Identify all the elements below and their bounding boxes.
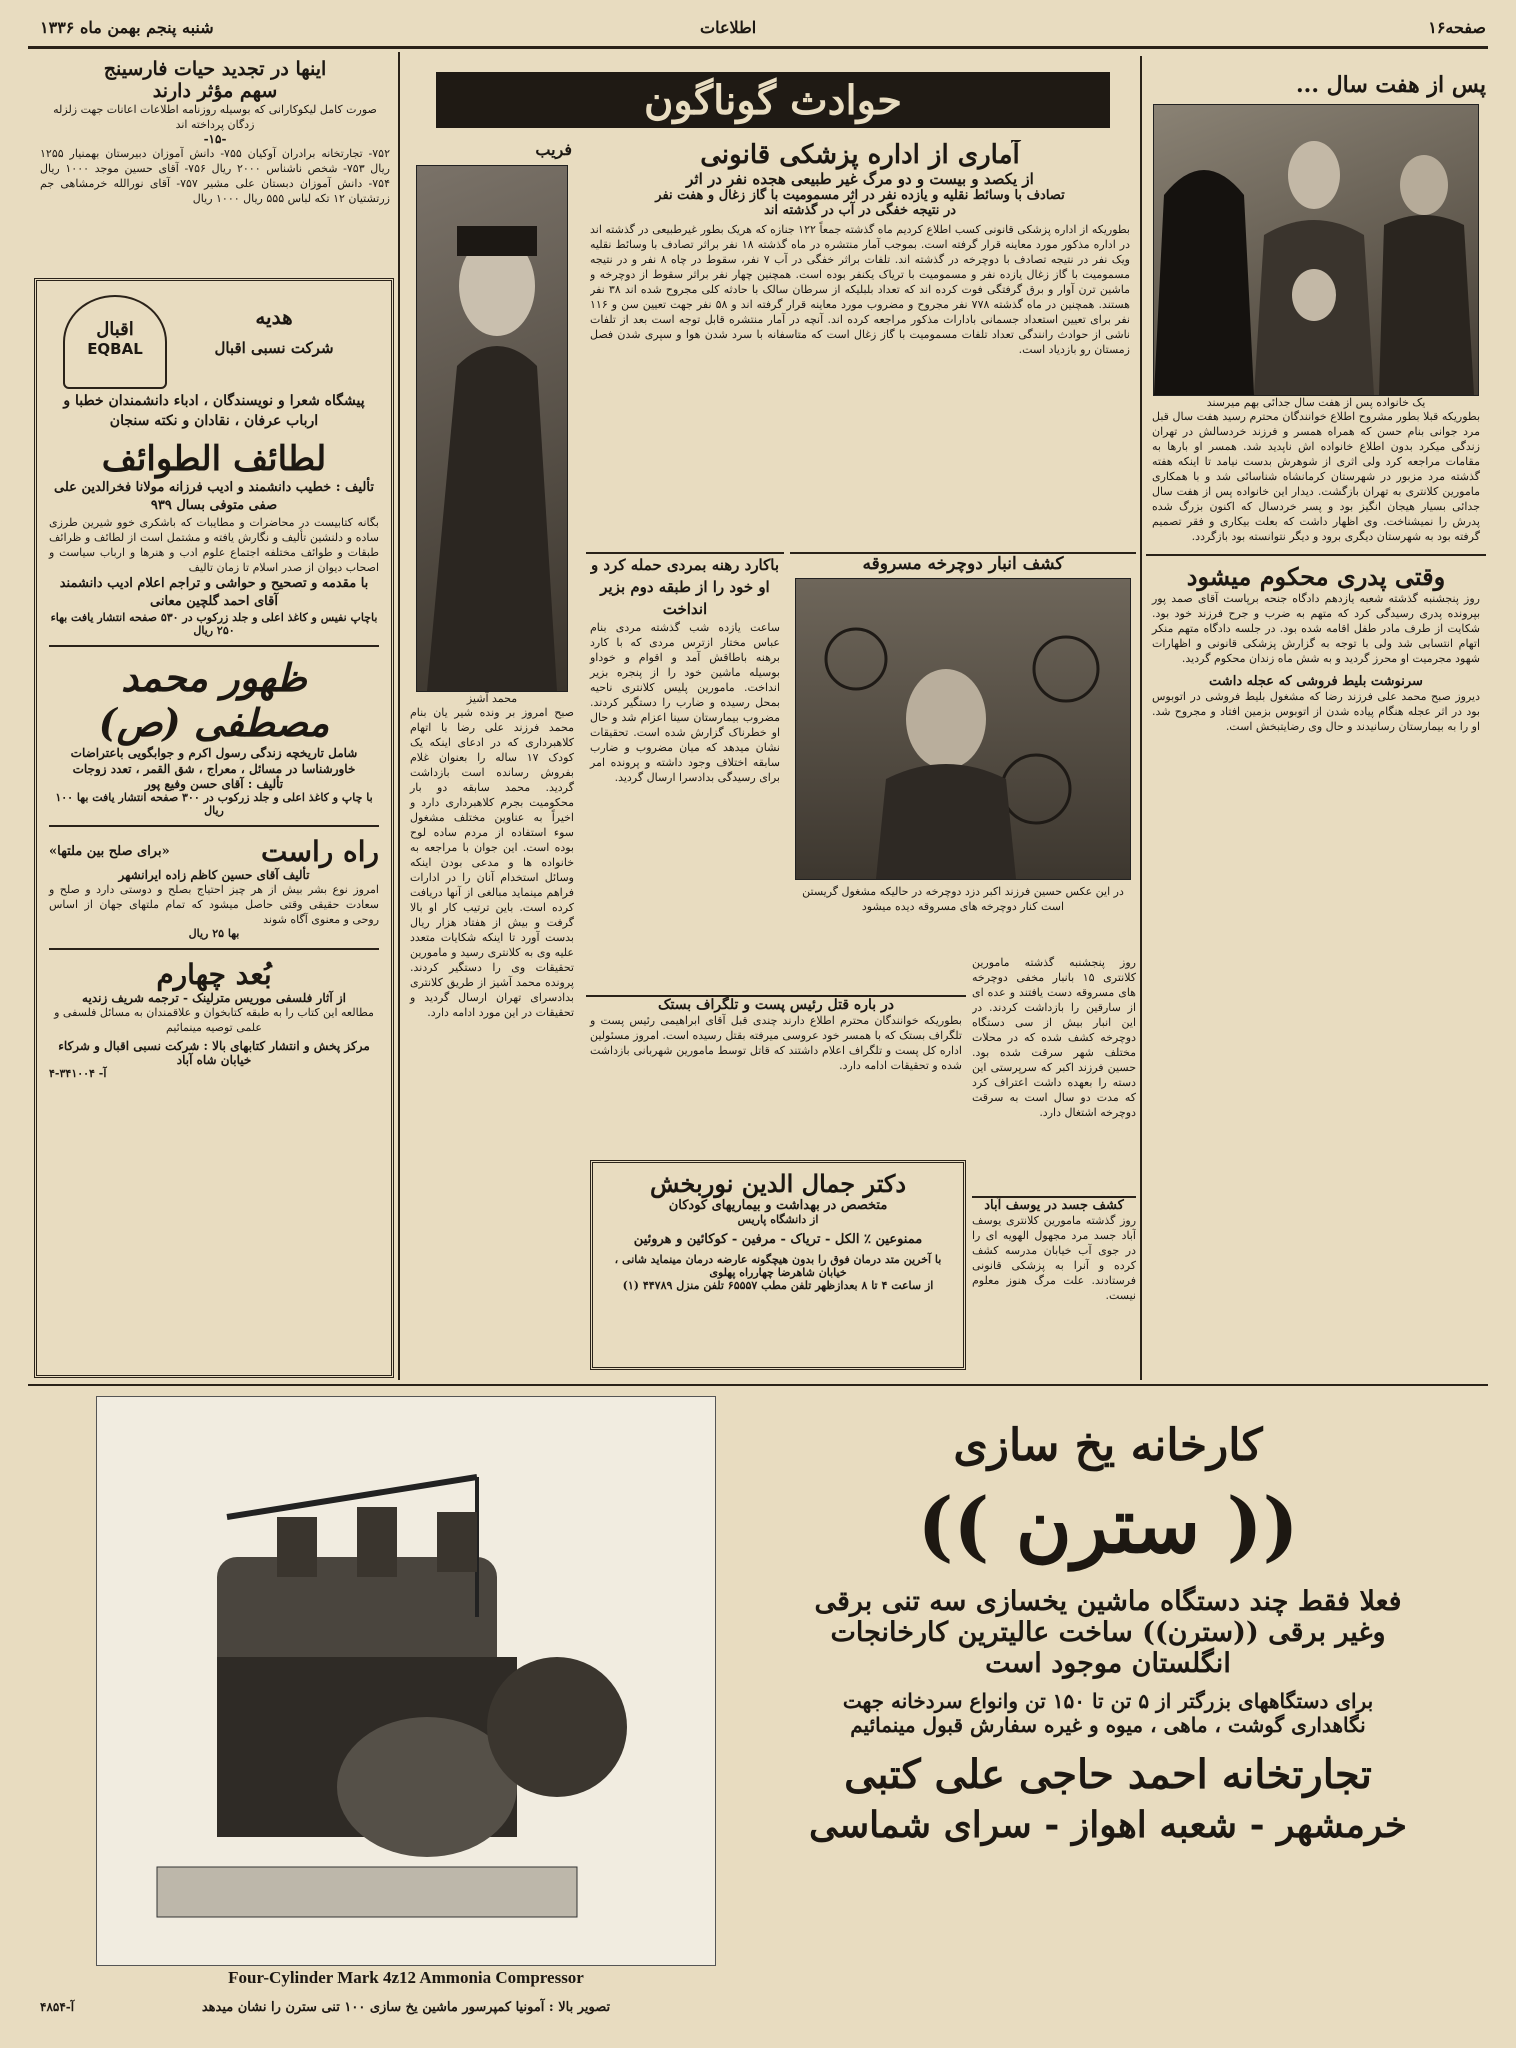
- compressor-caption-fa: تصویر بالا : آمونیا کمپرسور ماشین یخ سازی ۱۰۰ تنی سترن را نشان میدهد: [201, 2000, 611, 2015]
- book1-title: لطائف الطوائف: [101, 439, 327, 479]
- ad-divider: [49, 825, 379, 827]
- book4-body: مطالعه این کتاب را به طبقه کتابخوان و علاقمندان به مسائل فلسفی و علمی توصیه مینمائیم: [54, 1006, 374, 1034]
- bike2-body: روز پنجشنبه گذشته مامورین کلانتری ۱۵ بانبار مخفی دوچرخه های مسروقه دست یافتند و عده ای از سارقین را بازداشت کردند. در این انبار بیش از سی دستگاه دوچرخه کشف شده که در محلات مختلف شهر سرقت شده بود. حسین فرزند اکبر که سرپرستی این دسته را بعهده داشت اعتراف کرد که مدت دو سال است به سرقت دوچرخه اشتغال دارد.: [972, 956, 1136, 1119]
- book1-author: تألیف : خطیب دانشمند و ادیب فرزانه مولانا فخرالدین علی صفی متوفی بسال ۹۳۹: [54, 480, 374, 513]
- bicycles-photo-icon: [796, 579, 1130, 879]
- attack-body: ساعت یازده شب گذشته مردی بنام عباس مختار ازترس مردی که با کارد برهنه باطاقش آمد و اقوام و خوداو بوسیله ماشین خود را از پنجره بزیر انداخت. مامورین پلیس کلانتری ناحیه بمحل رسیده و ضارب را دستگیر کردند. مضروب بیمارستان سینا اعزام شد و حال او خطرناک گزارش شده است. تحقیقات نشان میدهد که میان مضروب و ضارب سابقه اختلاف وجود داشته و پرونده امر برای رسیدگی بدادسرا ارسال گردید.: [590, 621, 780, 784]
- ad-center: مرکز پخش و انتشار کتابهای بالا : شرکت نسبی اقبال و شرکاء خیابان شاه آباد: [58, 1039, 370, 1067]
- body-article: [972, 1196, 1136, 1378]
- stats-sub1: از یکصد و بیست و دو مرگ غیر طبیعی هجده نفر در اثر: [686, 170, 1034, 188]
- donations-list-no: -۱۵-: [203, 132, 227, 146]
- donations-list: ۷۵۲- تجارتخانه برادران آوکیان ۷۵۵- دانش آموزان دبیرستان بهمنیار ۱۲۵۵ ریال ۷۵۳- شخص ناشناس ۲۰۰۰ ریال ۷۵۶- آقای حسین موجد ۱۰۰۰ ریال ۷۵۴- دانش آموزان دبستان علی مشیر ۷۵۷- آقای نورالله خرمشاهی جم زرتشتیان ۱۲ تکه لباس ۵۵۵ ریال ۱۰۰۰ ریال: [40, 147, 390, 205]
- family-body: بطوریکه قبلا بطور مشروح اطلاع خوانندگان محترم رسید هفت سال قبل مرد جوانی بنام حسن که همراه همسر و فرزند خردسالش در تهران زندگی میکرد بدون اطلاع خانواده اش ناپدید شد. همسر او بارها به مقامات مراجعه کرد ولی اثری از شوهرش بدست نیامد تا اینکه هفته گذشته مرد مزبور در شهرستان کرمانشاه شناسائی شد و با همکاری مامورین کلانتری به تهران بازگشت. دیدار این خانواده پس از هفت سال جدائی بسیار هیجان انگیز بود و پسر خردسال که اکنون بزرگ شده پدرش را نمیشناخت. وی اظهار داشت که بعلت بیکاری و فقر تصمیم گرفته بود به شهرستان دیگری برود و دیگر نتوانسته بود بازگردد.: [1152, 410, 1480, 543]
- ice-ad-code: آ-۴۸۵۴: [40, 2000, 75, 2014]
- eqbal-ad: [34, 278, 394, 1378]
- book1-price: باچاپ نفیس و کاغذ اعلی و جلد زرکوب در ۵۳۰ صفحه انتشار یافت بهاء ۲۵۰ ریال: [50, 611, 378, 637]
- ticket-body: دیروز صبح محمد علی فرزند رضا که مشغول بلیط فروشی در اتوبوس بود در اثر عجله هنگام پیاده شدن از اتوبوس بزمین افتاد و مجروح شد. او را به بیمارستان رسانیدند و حال وی رضایتبخش است.: [1152, 690, 1480, 733]
- ice-brand: (( سترن )): [917, 1481, 1299, 1570]
- column-rule: [1140, 56, 1142, 1380]
- body-text: روز گذشته مامورین کلانتری یوسف آباد جسد مرد مجهول الهویه ای را در جوی آب خیابان مدرسه کشف کرده و آنرا به پزشکی قانونی فرستادند. علت مرگ هنوز معلوم نیست.: [972, 1214, 1136, 1302]
- bike-photo: [795, 578, 1131, 880]
- post-body: بطوریکه خوانندگان محترم اطلاع دارند چندی قبل آقای ابراهیمی رئیس پست و تلگراف بستک که با همسر خود عروسی میرفته بقتل رسیده است. امروز مسئولین اداره کل پست و تلگراف اعلام داشتند که قاتل توسط مامورین شهربانی بازداشت شده و تحقیقات ادامه دارد.: [590, 1014, 962, 1072]
- bike-article-body: [972, 955, 1136, 1193]
- father-head: وقتی پدری محکوم میشود: [1146, 554, 1486, 591]
- book4-title: بُعد چهارم: [156, 958, 272, 991]
- ad-divider: [49, 645, 379, 647]
- ad-code: آ- ۳۴۱۰۰۴-۴: [49, 1067, 107, 1080]
- paper-name: اطلاعات: [700, 18, 757, 37]
- donations-intro: صورت کامل لیکوکارانی که بوسیله روزنامه اطلاعات اعانات جهت زلزله زدگان پرداخته اند: [53, 103, 377, 131]
- family-head: پس از هفت سال ...: [1296, 72, 1486, 98]
- bike-caption: در این عکس حسین فرزند اکبر دزد دوچرخه در حالیکه مشغول گریستن است کنار دوچرخه های مسروقه دیده میشود: [802, 885, 1124, 913]
- doctor-meds: ممنوعین ٪ الکل - تریاک - مرفین - کوکائین و هروئین: [633, 1232, 923, 1247]
- family-caption: یک خانواده پس از هفت سال جدائی بهم میرسند: [1206, 396, 1426, 409]
- compressor-machine-icon: [97, 1397, 717, 1967]
- doctor-specialty: متخصص در بهداشت و بیماریهای کودکان: [668, 1198, 888, 1213]
- ice-dealer: تجارتخانه احمد حاجی علی کتبی: [844, 1751, 1372, 1798]
- bike-head: کشف انبار دوچرخه مسروقه: [862, 554, 1064, 574]
- fraud-caption: محمد آشیز: [466, 692, 518, 705]
- ice-line5: نگاهداری گوشت ، ماهی ، میوه و غیره سفارش قبول مینمائیم: [850, 1713, 1366, 1737]
- page-number: صفحه۱۶: [1428, 18, 1486, 37]
- masthead-rule: [28, 46, 1488, 49]
- ad-company: شرکت نسبی اقبال: [214, 339, 334, 357]
- doctor-address: با آخرین متد درمان فوق را بدون هیچگونه عارضه درمان مینماید شانی ، خیابان شاهرضا چهارراه پهلوی: [614, 1253, 942, 1279]
- doctor-ad: [590, 1160, 966, 1370]
- book1-body: بگانه کتابیست در محاضرات و مطایبات که باشکری خوو شیرین طرزی ساده و دلنشین تألیف و نگارش یافته و مشتمل است از لطائف و ظرائف طبقات و طوائف مختلفه اجتماع علوم ادب و هنرها و ارباب سیاست و اصحاب دیوان از صدر اسلام تا زمان تالیف: [49, 516, 379, 574]
- bike-article: [790, 552, 1136, 952]
- section-banner: [436, 72, 1110, 128]
- book2-price: با چاپ و کاغذ اعلی و جلد زرکوب در ۳۰۰ صفحه انتشار یافت بها ۱۰۰ ریال: [55, 791, 373, 817]
- ice-factory-ad: [730, 1400, 1486, 2020]
- post-article: [586, 995, 966, 1175]
- stats-sub2: تصادف با وسائط نقلیه و یازده نفر در اثر مسمومیت با گاز زغال و هفت نفر: [655, 188, 1065, 203]
- ice-line2: وغیر برقی ((سترن)) ساخت عالیترین کارخانجات: [830, 1617, 1386, 1648]
- ice-title: کارخانه یخ سازی: [953, 1420, 1263, 1471]
- ad-gift: هدیه: [255, 305, 293, 329]
- eqbal-logo-en: EQBAL: [87, 340, 143, 358]
- doctor-univ: از دانشگاه پاریس: [737, 1213, 819, 1226]
- ad-divider: [49, 948, 379, 950]
- book3-author: تألیف آقای حسین کاظم زاده ایرانشهر: [118, 868, 310, 882]
- column-rule: [398, 52, 400, 1380]
- compressor-caption-en: Four-Cylinder Mark 4z12 Ammonia Compressor: [228, 1968, 584, 1987]
- family-photo-icon: [1154, 105, 1478, 395]
- attack-article: [586, 552, 784, 992]
- fraud-photo: [416, 165, 568, 692]
- post-head: در باره قتل رئیس پست و تلگراف بستک: [657, 997, 895, 1013]
- fraud-body: صبح امروز بر ونده شیر یان بنام محمد فرزند علی رضا با اتهام کلاهبرداری که در ادعای اینکه یک کودک ۱۷ ساله را بعنوان غلام بفروش رسانده است بازداشت گردید. محمد سابقه دو بار محکومیت بجرم کلاهبرداری دارد و اخیراً به عناوین مختلف مشغول سوء استفاده از مردم ساده لوح بوده است. این جوان با مراجعه به خانواده ها و مدعی بودن اینکه وسائل استخدام آنان را در ادارات فراهم مینماید مبالغی از آنها دریافت کرده است. باین ترتیب کار او بالا گرفت و بیش از هفتاد هزار ریال بدست آورد تا اینکه شکایات متعدد علیه وی به کلانتری رسید و مامورین تحقیقات وی را دستگیر کردند. پرونده محمد آشیز از طریق کلانتری بدادسرای تهران ارسال گردید و تحقیقات در این مورد ادامه دارد.: [410, 706, 574, 1019]
- father-body: روز پنجشنبه گذشته شعبه یازدهم دادگاه جنحه برپاست آقای صمد پور بپرونده پدری رسیدگی کرد که متهم به ضرب و جرح فرزند خود بود. شکایت از طرف مادر طفل اقامه شده بود. در جلسه دادگاه متهم منکر اتهام انتسابی شد ولی با توجه به گزارش پزشکی قانونی و اظهارات شهود مجرمیت او محرز گردید و به شش ماه زندان محکوم گردید.: [1152, 592, 1480, 665]
- book1-editor: با مقدمه و تصحیح و حواشی و تراجم اعلام ادیب دانشمند آقای احمد گلچین معانی: [59, 576, 369, 609]
- donations-head2: سهم مؤثر دارند: [152, 80, 278, 102]
- eqbal-logo: [63, 295, 167, 389]
- body-head: کشف جسد در یوسف آباد: [984, 1198, 1124, 1213]
- stats-head: آماری از اداره پزشکی قانونی: [700, 140, 1020, 170]
- fraud-head: فریب: [535, 140, 572, 159]
- ice-line4: برای دستگاههای بزرگتر از ۵ تن تا ۱۵۰ تن وانواع سردخانه جهت: [842, 1689, 1374, 1713]
- section-rule: [28, 1384, 1488, 1386]
- donations-article: [40, 58, 390, 268]
- book4-desc: از آثار فلسفی موریس مترلینک - ترجمه شریف زندیه: [82, 991, 346, 1005]
- stats-sub3: در نتیجه خفگی در آب در گذشته اند: [763, 203, 957, 218]
- attack-head: باکارد رهنه بمردی حمله کرد و او خود را از طبقه دوم بزیر انداخت: [590, 556, 780, 618]
- man-portrait-icon: [417, 166, 567, 691]
- ice-line3: انگلستان موجود است: [985, 1648, 1231, 1679]
- book3-sub: «برای صلح بین ملتها»: [49, 844, 170, 859]
- stats-body: بطوریکه از اداره پزشکی قانونی کسب اطلاع کردیم ماه گذشته جمعاً ۱۲۲ جنازه که هریک بطور غیرطبیعی در گذشته اند در اداره مذکور مورد معاینه قرار گرفته است. بموجب آمار منتشره در ماه گذشته ۱۸ نفر براثر تصادف با وسائط نقلیه ویک نفر در نتیجه تصادف با دوچرخه در گذشته اند. تلفات براثر خفگی در آب ۷ نفر، سقوط در چاه ۸ نفر و در نتیجه مسمومیت با گاز زغال یازده نفر و مسمومیت با تریاک یکنفر بوده است. همچنین چهار نفر براثر سقوط از دوچرخه و ماشین ترن آوار و برق گرفتگی فوت کرده اند که تعداد بلبلیکه از سرطان سالک با حادثه کلی مجروح شده اند ۳۸ نفر هستند. همچنین در ماه گذشته ۷۷۸ نفر مجروح و مضروب مورد معاینه قرار گرفته اند و ۵۸ نفر جهت تعیین سن و ۱۱۶ نفر برای تعیین استعداد جسمانی بادارات مذکور مراجعه کرده اند. آنچه در آمار منتشره قابل توجه است بعد از تلفات ناشی از حوادث رانندگی تعداد تلفات مسمومیت با گاز زغال است که متاسفانه با سرد شدن هوا و سپری شدن فصل زمستان رو بازدیاد است.: [590, 223, 1130, 356]
- doctor-name: دکتر جمال الدین نوربخش: [649, 1169, 907, 1198]
- ticket-head: سرنوشت بلیط فروشی که عجله داشت: [1209, 674, 1423, 689]
- book3-title: راه راست: [261, 835, 379, 868]
- fraud-article: [404, 140, 580, 1378]
- eqbal-logo-fa: اقبال: [96, 319, 134, 340]
- issue-date: شنبه پنجم بهمن ماه ۱۳۳۶: [40, 18, 214, 37]
- book2-title: ظهور محمد مصطفی (ص): [98, 655, 330, 745]
- book2-author: تألیف : آقای حسن وفیع پور: [144, 777, 284, 791]
- book2-desc: شامل تاریخچه زندگی رسول اکرم و جوابگویی باعتراضات خاورشناسا در مسائل ، معراج ، شق القمر ، تعدد زوجات: [70, 746, 358, 776]
- right-column: [1146, 72, 1486, 1378]
- book3-price: بها ۲۵ ریال: [188, 927, 240, 940]
- stats-article: [590, 140, 1130, 550]
- banner-text: حوادث گوناگون: [643, 77, 902, 124]
- family-photo: [1153, 104, 1479, 396]
- book3-body: امروز نوع بشر بیش از هر چیز احتیاج بصلح و دوستی دارد و صلح و سعادت حقیقی وقتی حاصل میشود که تمام ملتهای جهان از اساس روحی و معنوی آگاه شوند: [49, 883, 379, 926]
- ice-line1: فعلا فقط چند دستگاه ماشین یخسازی سه تنی برقی: [814, 1586, 1402, 1617]
- compressor-photo: [96, 1396, 716, 1966]
- ad-tagline: پیشگاه شعرا و نویسندگان ، ادباء دانشمندان خطبا و ارباب عرفان ، نقادان و نکته سنجان: [63, 393, 365, 429]
- doctor-hours: از ساعت ۴ تا ۸ بعدازظهر تلفن مطب ۶۵۵۵۷ تلفن منزل ۴۴۷۸۹ (۱): [622, 1279, 934, 1292]
- ice-city: خرمشهر - شعبه اهواز - سرای شماسی: [808, 1804, 1408, 1846]
- donations-head: اینها در تجدید حیات فارسینج: [103, 58, 327, 80]
